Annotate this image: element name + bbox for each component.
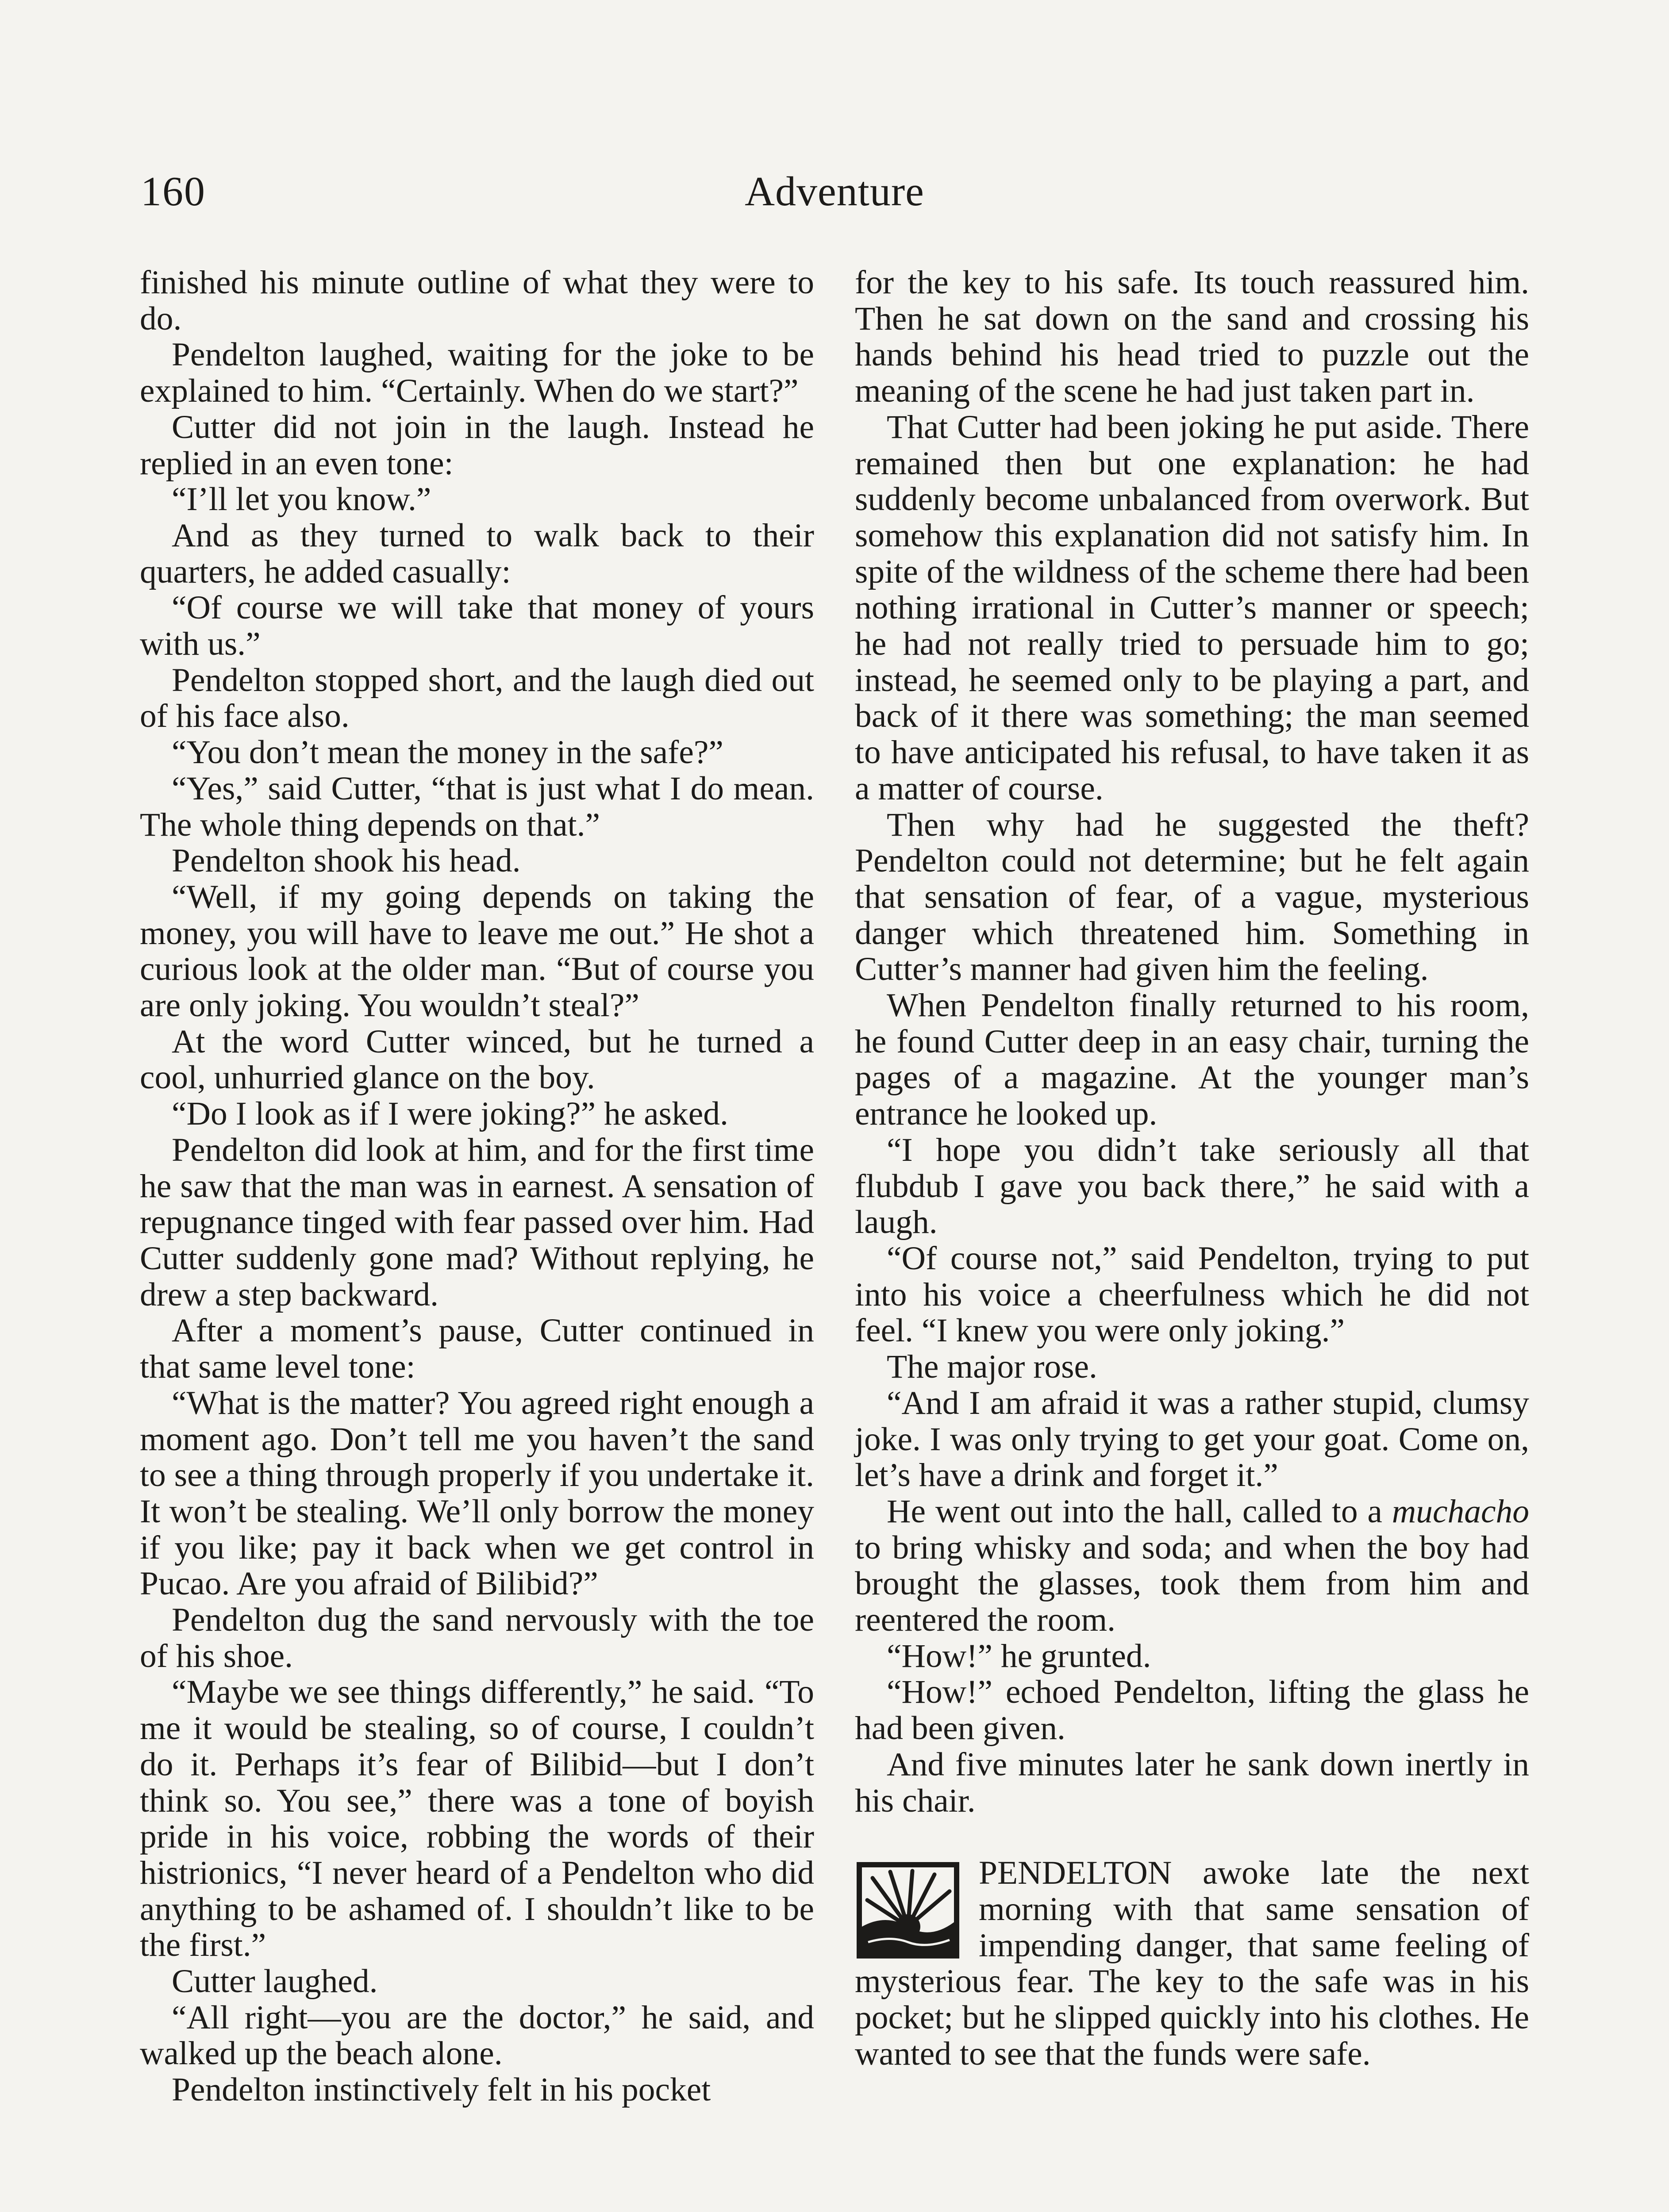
paragraph: “I’ll let you know.” (172, 481, 431, 518)
paragraph: finished his minute outline of what they were to do. (140, 264, 814, 337)
paragraph: PENDELTON awoke late the next morning with that same sensation of impending danger, that same feeling of mysterious fear. The key to the safe was in his pocket; but he slipped quickly into his clothes. He wanted to see that the funds were safe. (855, 1855, 1529, 2072)
paragraph: Pendelton shook his head. (172, 842, 521, 879)
paragraph: And five minutes later he sank down inertly in his chair. (855, 1746, 1529, 1819)
left-column (140, 265, 814, 2108)
paragraph: Cutter laughed. (172, 1963, 378, 2000)
paragraph: “You don’t mean the money in the safe?” (172, 734, 723, 771)
paragraph: At the word Cutter winced, but he turned a cool, unhurried glance on the boy. (140, 1023, 814, 1096)
paragraph: Then why had he suggested the theft? Pendelton could not determine; but he felt again that sensation of fear, of a vague, mysterious danger which threatened him. Something in Cutter’s manner had given him the feeling. (855, 806, 1529, 988)
paragraph: “I hope you didn’t take seriously all that flubdub I gave you back there,” he said with a laugh. (855, 1131, 1529, 1241)
paragraph: “Well, if my going depends on taking the money, you will have to leave me out.” He shot a curious look at the older man. “But of course you are only joking. You wouldn’t steal?” (140, 878, 814, 1024)
paragraph: “Yes,” said Cutter, “that is just what I do mean. The whole thing depends on that.” (140, 770, 814, 843)
paragraph: That Cutter had been joking he put aside. There remained then but one explanation: he had suddenly become unbalanced from overwork. But somehow this explanation did not satisfy him. In spite of the wildness of the scheme there had been nothing irrational in Cutter’s manner or speech; he had not really tried to persuade him to go; instead, he seemed only to be playing a part, and back of it there was something; the man seemed to have anticipated his refusal, to have taken it as a matter of course. (855, 408, 1529, 807)
italic-word: muchacho (1392, 1493, 1529, 1530)
paragraph: for the key to his safe. Its touch reassured him. Then he sat down on the sand and crossing his hands behind his head tried to puzzle out the meaning of the scene he had just taken part in. (855, 264, 1529, 410)
paragraph: After a moment’s pause, Cutter continued in that same level tone: (140, 1312, 814, 1386)
paragraph-text: to bring whisky and soda; and when the boy had brought the glasses, took them from him and reentered the room. (855, 1529, 1529, 1639)
page-number: 160 (141, 169, 206, 215)
paragraph: Pendelton laughed, waiting for the joke to be explained to him. “Certainly. When do we start?” (140, 336, 814, 410)
paragraph: Pendelton dug the sand nervously with the toe of his shoe. (140, 1601, 814, 1674)
sunburst-ornament-icon (855, 1860, 961, 1960)
paragraph: Pendelton instinctively felt in his pocket (172, 2071, 711, 2108)
running-title: Adventure (745, 169, 924, 215)
paragraph: The major rose. (887, 1348, 1097, 1386)
paragraph (855, 1494, 1529, 1638)
paragraph: “Of course not,” said Pendelton, trying to put into his voice a cheerfulness which he did not feel. “I knew you were only joking.” (855, 1240, 1529, 1349)
paragraph-text: He went out into the hall, called to a (887, 1493, 1392, 1530)
section-break (855, 1855, 1529, 2072)
paragraph: “All right—you are the doctor,” he said, and walked up the beach alone. (140, 1999, 814, 2072)
right-column (855, 265, 1529, 2072)
paragraph: Pendelton stopped short, and the laugh died out of his face also. (140, 661, 814, 735)
paragraph: When Pendelton finally returned to his room, he found Cutter deep in an easy chair, turning the pages of a magazine. At the younger man’s entrance he looked up. (855, 987, 1529, 1133)
paragraph: “Of course we will take that money of yours with us.” (140, 589, 814, 663)
paragraph: And as they turned to walk back to their quarters, he added casually: (140, 517, 814, 590)
paragraph: “How!” he grunted. (887, 1637, 1151, 1674)
paragraph: Pendelton did look at him, and for the first time he saw that the man was in earnest. A sensation of repugnance tinged with fear passed over him. Had Cutter suddenly gone mad? Without replying, he drew a step backward. (140, 1131, 814, 1313)
paragraph: “Maybe we see things differently,” he said. “To me it would be stealing, so of course, I couldn’t do it. Perhaps it’s fear of Bilibid—but I don’t think so. You see,” there was a tone of boyish pride in his voice, robbing the words of their histrionics, “I never heard of a Pendelton who did anything to be ashamed of. I shouldn’t like to be the first.” (140, 1674, 814, 1964)
paragraph: “And I am afraid it was a rather stupid, clumsy joke. I was only trying to get your goat. Come on, let’s have a drink and forget it.” (855, 1384, 1529, 1494)
paragraph: “What is the matter? You agreed right enough a moment ago. Don’t tell me you haven’t the sand to see a thing through properly if you undertake it. It won’t be stealing. We’ll only borrow the money if you like; pay it back when we get control in Pucao. Are you afraid of Bilibid?” (140, 1384, 814, 1602)
paragraph: “Do I look as if I were joking?” he asked. (172, 1095, 728, 1133)
paragraph: Cutter did not join in the laugh. Instead he replied in an even tone: (140, 408, 814, 482)
paragraph: “How!” echoed Pendelton, lifting the glass he had been given. (855, 1674, 1529, 1747)
